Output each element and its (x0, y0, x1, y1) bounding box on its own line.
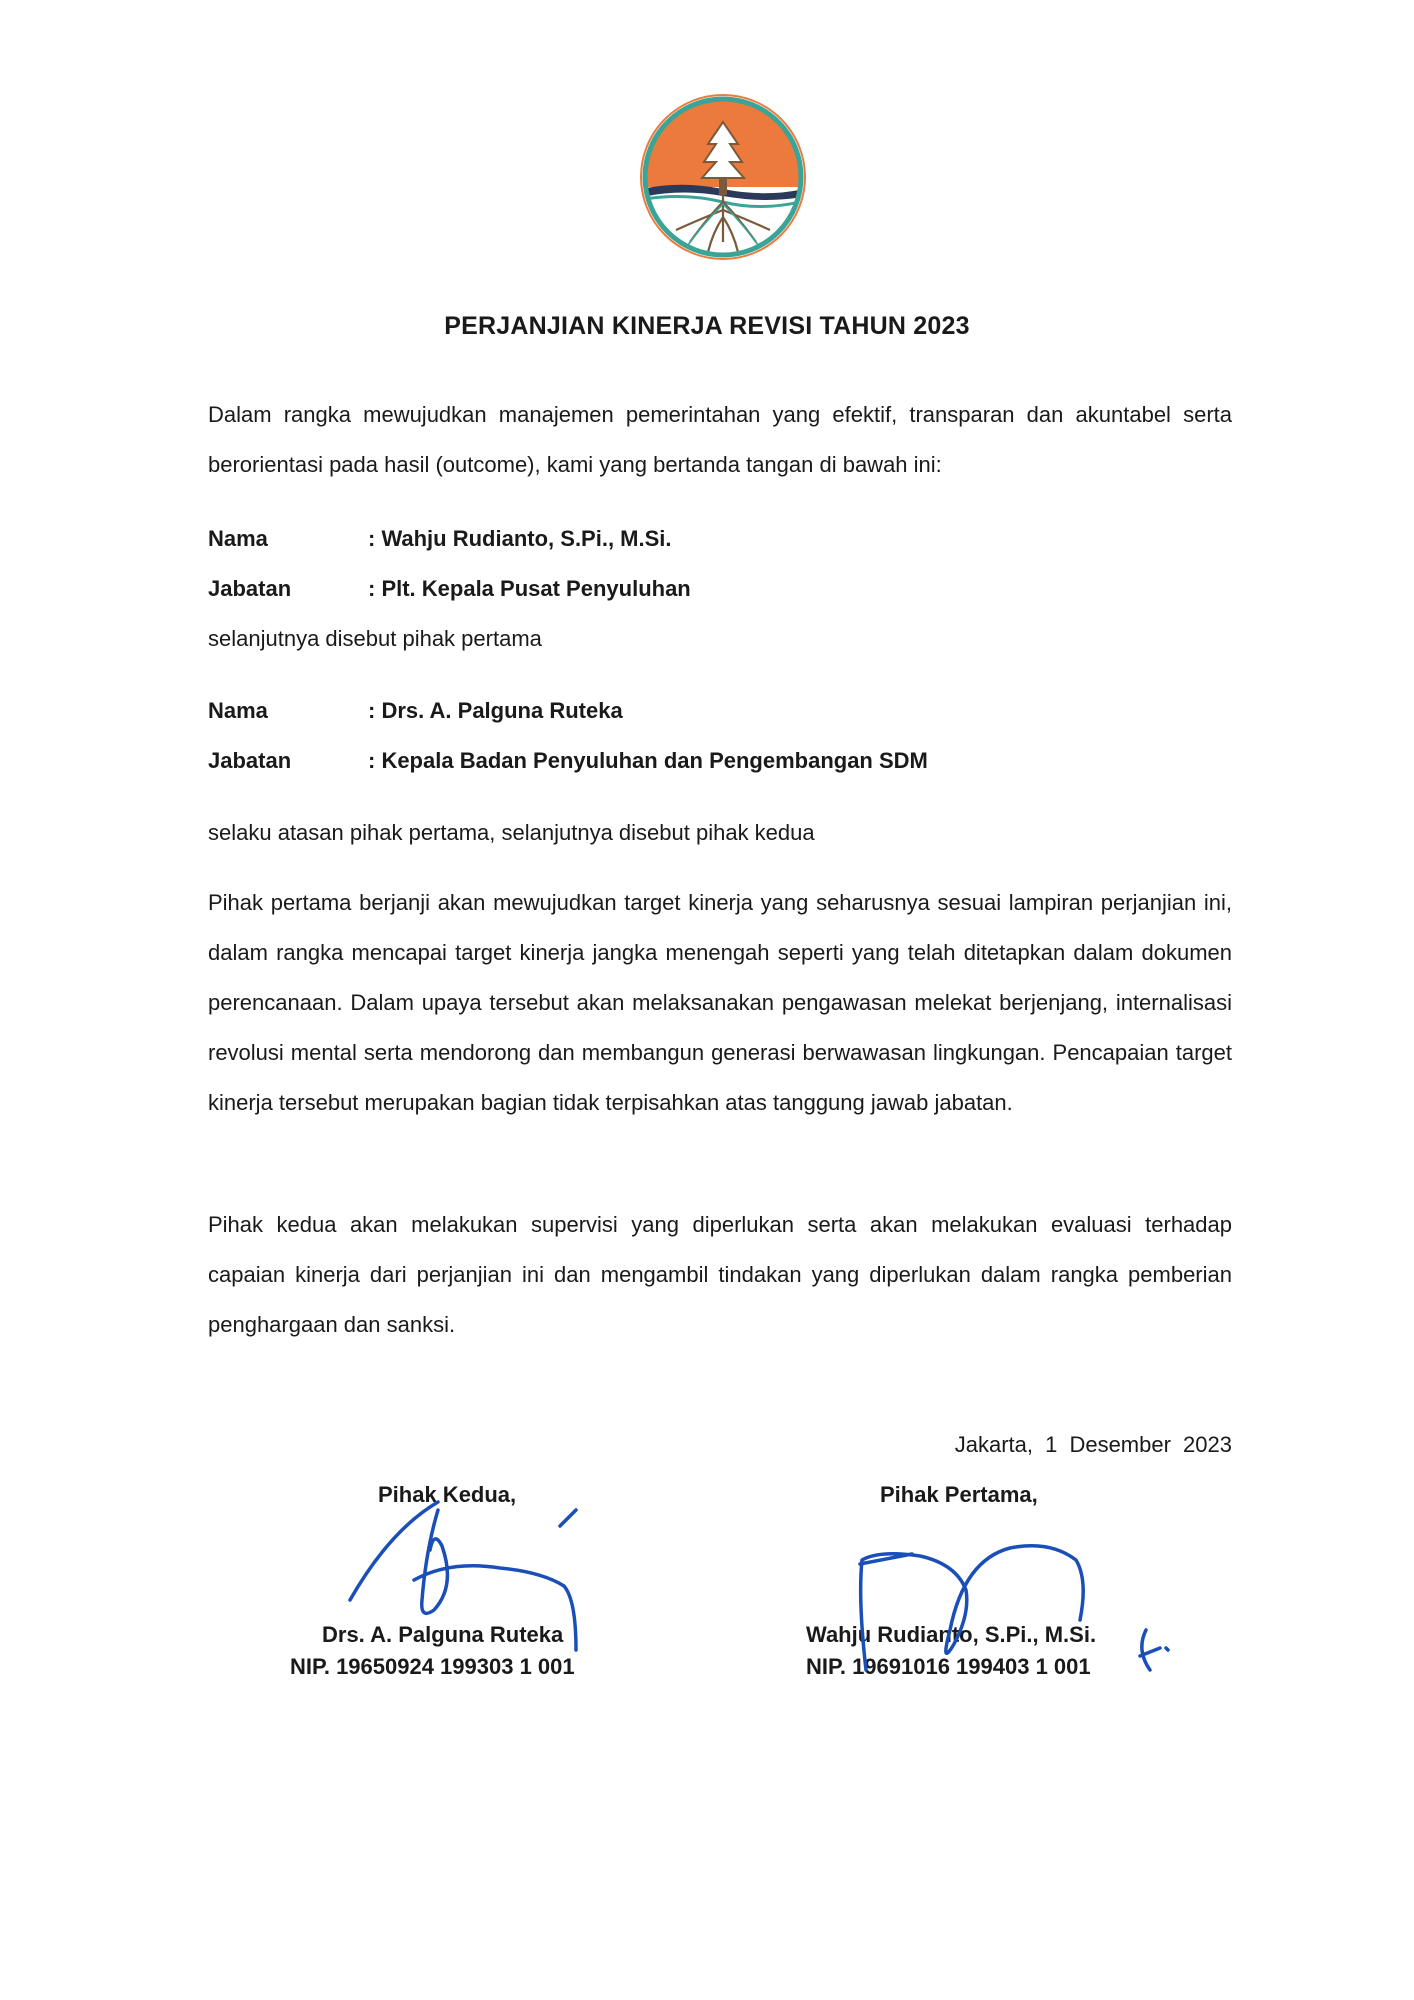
second-party-name-label: Nama (208, 698, 268, 723)
first-party-position-label: Jabatan (208, 576, 292, 601)
first-party-position-row (208, 576, 691, 602)
first-party-nip: NIP. 19691016 199403 1 001 (806, 1654, 1091, 1679)
second-party-signature-heading: Pihak Kedua, (378, 1482, 517, 1507)
first-party-signature-name: Wahju Rudianto, S.Pi., M.Si. (806, 1622, 1097, 1647)
second-party-signature-name: Drs. A. Palguna Ruteka (322, 1622, 564, 1647)
second-party-name-row (208, 698, 623, 724)
first-party-name-value: : Wahju Rudianto, S.Pi., M.Si. (368, 526, 672, 551)
document-title: PERJANJIAN KINERJA REVISI TAHUN 2023 (444, 312, 970, 340)
second-party-caption: selaku atasan pihak pertama, selanjutnya disebut pihak kedua (208, 820, 815, 845)
first-party-name-label: Nama (208, 526, 268, 551)
first-party-name-row (208, 526, 672, 552)
second-party-position-value: : Kepala Badan Penyuluhan dan Pengembangan SDM (368, 748, 928, 773)
ministry-logo-icon (638, 92, 808, 262)
supervision-paragraph: Pihak kedua akan melakukan supervisi yang diperlukan serta akan melakukan evaluasi terhadap capaian kinerja dari perjanjian ini dan mengambil tindakan yang diperlukan dalam rangka pemberian penghargaan dan sanksi. (208, 1212, 1232, 1337)
commitment-paragraph: Pihak pertama berjanji akan mewujudkan target kinerja yang seharusnya sesuai lampiran perjanjian ini, dalam rangka mencapai target kinerja jangka menengah seperti yang telah ditetapkan dalam dokumen perencanaan. Dalam upaya tersebut akan melaksanakan pengawasan melekat berjenjang, internalisasi revolusi mental serta mendorong dan membangun generasi berwawasan lingkungan. Pencapaian target kinerja tersebut merupakan bagian tidak terpisahkan atas tanggung jawab jabatan. (208, 890, 1232, 1115)
second-party-signature-icon (330, 1490, 610, 1680)
first-party-signature-heading: Pihak Pertama, (880, 1482, 1038, 1507)
second-party-position-row (208, 748, 928, 774)
second-party-nip: NIP. 19650924 199303 1 001 (290, 1654, 575, 1679)
intro-paragraph: Dalam rangka mewujudkan manajemen pemerintahan yang efektif, transparan dan akuntabel serta berorientasi pada hasil (outcome), kami yang bertanda tangan di bawah ini: (208, 402, 1232, 477)
second-party-name-value: : Drs. A. Palguna Ruteka (368, 698, 623, 723)
first-party-caption: selanjutnya disebut pihak pertama (208, 626, 542, 651)
place-date: Jakarta, 1 Desember 2023 (954, 1432, 1232, 1457)
second-party-position-label: Jabatan (208, 748, 292, 773)
first-party-position-value: : Plt. Kepala Pusat Penyuluhan (368, 576, 691, 601)
